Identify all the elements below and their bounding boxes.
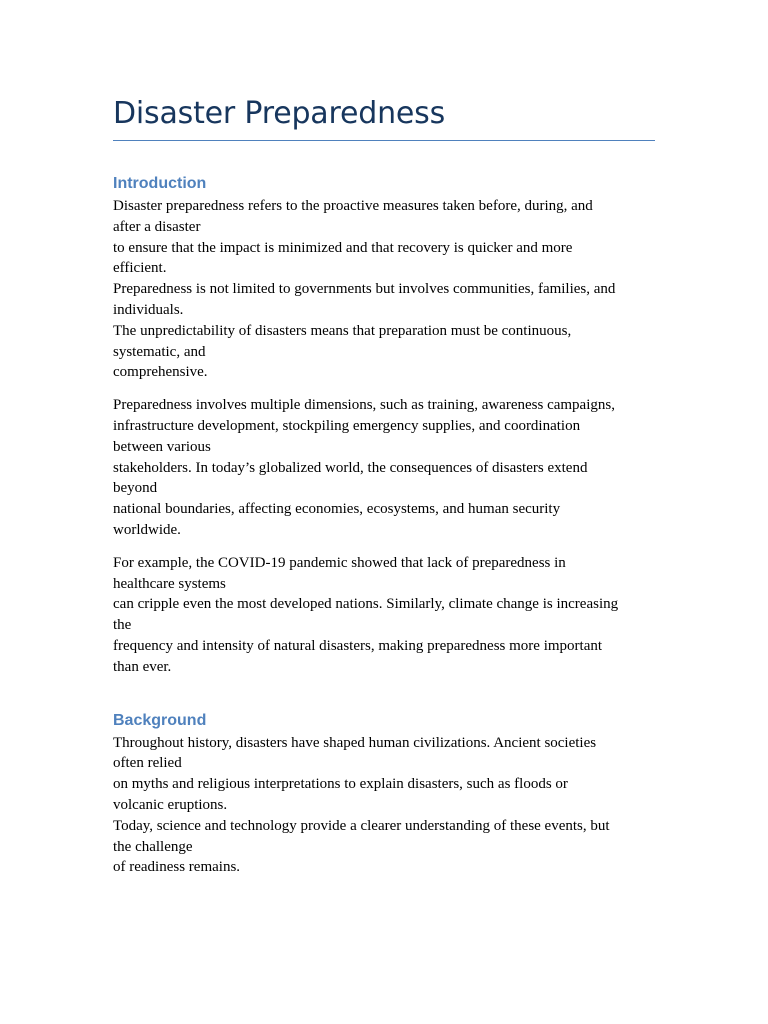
text-line: For example, the COVID-19 pandemic showed that lack of preparedness in xyxy=(113,554,566,571)
section-heading-background: Background xyxy=(113,711,207,729)
document-page xyxy=(113,92,655,878)
paragraph xyxy=(113,733,655,879)
text-line: Preparedness involves multiple dimensions, such as training, awareness campaigns, xyxy=(113,397,615,414)
text-line: Preparedness is not limited to governments but involves communities, families, and xyxy=(113,281,616,298)
section-introduction xyxy=(113,173,655,678)
text-line: Disaster preparedness refers to the proactive measures taken before, during, and xyxy=(113,198,593,214)
text-line: worldwide. xyxy=(113,521,181,538)
text-line: frequency and intensity of natural disasters, making preparedness more important xyxy=(113,637,603,654)
paragraph xyxy=(113,395,655,541)
section-heading-introduction: Introduction xyxy=(113,175,207,192)
text-line: healthcare systems xyxy=(113,575,226,592)
text-line: stakeholders. In today’s globalized world, the consequences of disasters extend xyxy=(113,459,588,476)
text-line: systematic, and xyxy=(113,343,206,360)
text-line: Throughout history, disasters have shaped human civilizations. Ancient societies xyxy=(113,734,597,751)
text-line: than ever. xyxy=(113,658,172,675)
text-line: volcanic eruptions. xyxy=(113,796,228,813)
text-line: the challenge xyxy=(113,838,193,855)
document-title: Disaster Preparedness xyxy=(113,96,445,131)
text-line: individuals. xyxy=(113,301,184,318)
section-background xyxy=(113,710,655,879)
paragraph xyxy=(113,196,655,383)
text-line: The unpredictability of disasters means that preparation must be continuous, xyxy=(113,322,572,339)
text-line: on myths and religious interpretations to explain disasters, such as floods or xyxy=(113,776,568,793)
paragraph xyxy=(113,553,655,678)
text-line: infrastructure development, stockpiling emergency supplies, and coordination xyxy=(113,417,581,434)
title-divider xyxy=(113,140,655,141)
text-line: to ensure that the impact is minimized and that recovery is quicker and more xyxy=(113,239,573,256)
text-line: of readiness remains. xyxy=(113,859,241,876)
text-line: after a disaster xyxy=(113,218,201,235)
text-line: national boundaries, affecting economies, ecosystems, and human security xyxy=(113,501,561,518)
text-line: beyond xyxy=(113,480,158,497)
text-line: Today, science and technology provide a clearer understanding of these events, but xyxy=(113,817,610,834)
text-line: efficient. xyxy=(113,260,167,277)
text-line: the xyxy=(113,617,132,634)
text-line: comprehensive. xyxy=(113,364,208,381)
text-line: can cripple even the most developed nations. Similarly, climate change is increasing xyxy=(113,596,619,613)
text-line: often relied xyxy=(113,755,182,772)
text-line: between various xyxy=(113,438,211,455)
